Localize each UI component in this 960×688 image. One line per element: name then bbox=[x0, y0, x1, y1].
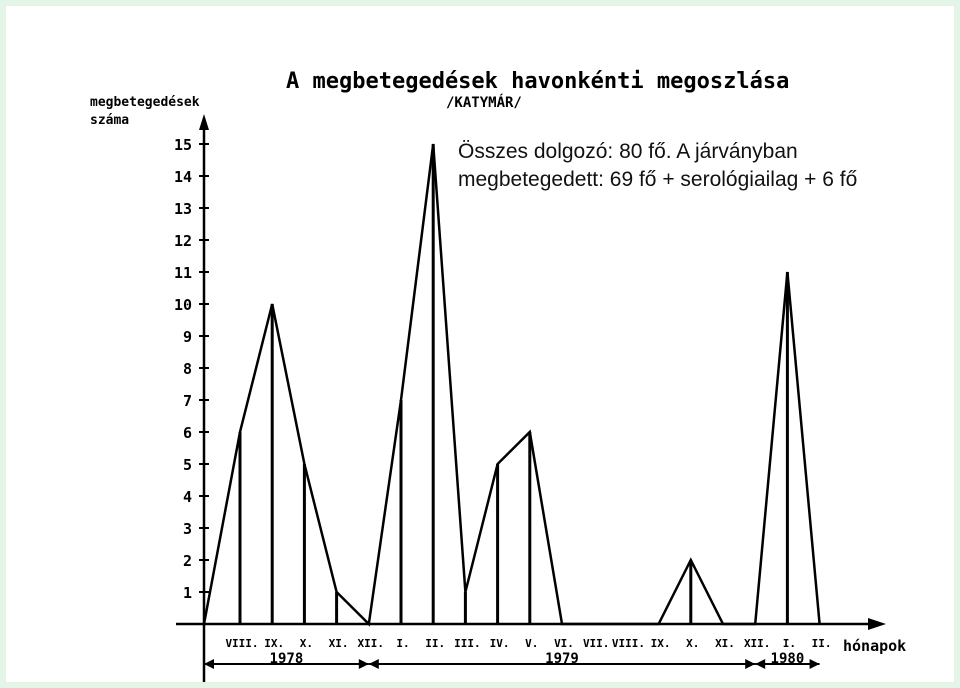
annotation-text: Összes dolgozó: 80 fő. A járványban megbetegedett: 69 fő + serológiailag + 6 fő bbox=[458, 140, 858, 191]
y-tick-label: 7 bbox=[182, 392, 192, 410]
year-label: 1978 bbox=[269, 651, 304, 667]
year-ranges bbox=[204, 651, 820, 669]
y-tick-label: 14 bbox=[173, 168, 192, 186]
x-tick-label: XII. bbox=[743, 637, 771, 650]
x-tick-label: VII. bbox=[582, 637, 610, 650]
y-tick-label: 6 bbox=[182, 424, 192, 442]
x-tick-label: XI. bbox=[715, 637, 735, 650]
y-tick-label: 2 bbox=[182, 552, 192, 570]
x-tick-label: VI. bbox=[554, 637, 574, 650]
year-range-arrow-left bbox=[204, 659, 214, 669]
x-tick-label: VIII. bbox=[225, 637, 259, 650]
y-tick-label: 8 bbox=[182, 360, 192, 378]
x-tick-label: I. bbox=[782, 637, 797, 650]
y-tick-label: 4 bbox=[182, 488, 192, 506]
x-tick-label: IX. bbox=[264, 637, 285, 650]
year-range-arrow-left bbox=[755, 659, 765, 669]
bars bbox=[240, 144, 787, 624]
y-tick-label: 5 bbox=[182, 456, 192, 474]
x-tick-label: XI. bbox=[328, 637, 349, 650]
x-tick-label: II. bbox=[811, 637, 832, 650]
y-tick-label: 1 bbox=[182, 584, 192, 602]
y-axis-arrow bbox=[199, 114, 209, 130]
x-tick-label: V. bbox=[525, 637, 539, 650]
y-axis-label bbox=[90, 95, 200, 128]
y-tick-label: 3 bbox=[182, 520, 192, 538]
x-tick-label: IX. bbox=[650, 637, 671, 650]
year-label: 1979 bbox=[545, 651, 579, 667]
y-tick-label: 15 bbox=[173, 136, 192, 154]
y-tick-label: 9 bbox=[182, 328, 192, 346]
x-axis-label: hónapok bbox=[843, 637, 907, 655]
year-label: 1980 bbox=[770, 651, 805, 667]
y-tick-label: 13 bbox=[173, 200, 192, 218]
year-range-arrow-right bbox=[745, 659, 755, 669]
year-range-arrow-right bbox=[810, 659, 820, 669]
y-tick-label: 11 bbox=[173, 264, 192, 282]
chart-subtitle: /KATYMÁR/ bbox=[446, 95, 522, 111]
x-tick-label: X. bbox=[686, 637, 700, 650]
x-tick-label: XII. bbox=[357, 637, 385, 650]
x-axis-arrow bbox=[868, 618, 886, 630]
x-tick-label: II. bbox=[425, 637, 446, 650]
y-tick-label: 10 bbox=[173, 296, 192, 314]
x-tick-label: III. bbox=[454, 637, 481, 650]
chart-title: A megbetegedések havonkénti megoszlása bbox=[286, 69, 790, 94]
y-tick-label: 12 bbox=[173, 232, 192, 250]
year-range-arrow-right bbox=[359, 659, 369, 669]
x-tick-label: VIII. bbox=[611, 637, 645, 650]
y-axis-label-line: száma bbox=[90, 113, 130, 128]
epidemic-chart bbox=[6, 6, 954, 682]
year-range-arrow-left bbox=[369, 659, 379, 669]
slide bbox=[6, 6, 954, 682]
x-tick-label: IV. bbox=[489, 637, 510, 650]
y-axis-label-line: megbetegedések bbox=[90, 95, 200, 110]
x-tick-labels bbox=[225, 637, 831, 650]
series-line bbox=[204, 144, 820, 624]
x-tick-label: X. bbox=[299, 637, 314, 650]
x-tick-label: I. bbox=[396, 637, 410, 650]
